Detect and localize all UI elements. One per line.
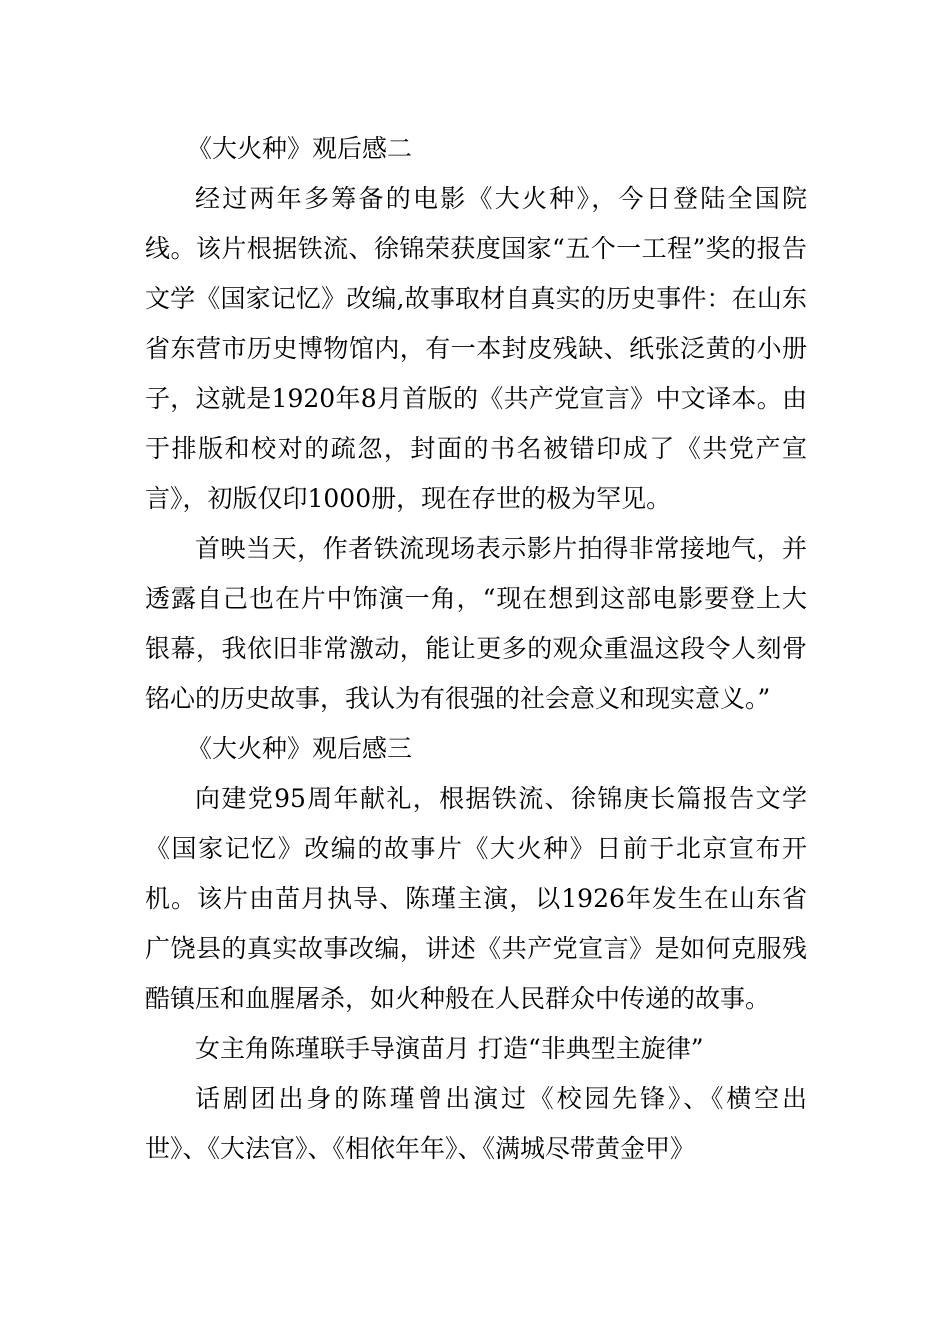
document-page (145, 124, 807, 1174)
subheading: 女主角陈瑾联手导演苗月 打造“非典型主旋律” (195, 1034, 704, 1063)
section-heading-2: 《大火种》观后感二 (187, 134, 413, 163)
section-heading-3: 《大火种》观后感三 (187, 734, 413, 763)
paragraph: 经过两年多筹备的电影《大火种》，今日登陆全国院线。该片根据铁流、徐锦荣获度国家“五个一工程”奖的报告文学《国家记忆》改编,故事取材自真实的历史事件：在山东省东营市历史博物馆内，有一本封皮残缺、纸张泛黄的小册子，这就是1920年8月首版的《共产党宣言》中文译本。由于排版和校对的疏忽，封面的书名被错印成了《共党产宣言》，初版仅印1000册，现在存世的极为罕见。 (145, 184, 807, 513)
paragraph: 首映当天，作者铁流现场表示影片拍得非常接地气，并透露自己也在片中饰演一角，“现在想到这部电影要登上大银幕，我依旧非常激动，能让更多的观众重温这段令人刻骨铭心的历史故事，我认为有很强的社会意义和现实意义。” (145, 534, 807, 713)
paragraph: 话剧团出身的陈瑾曾出演过《校园先锋》、《横空出世》、《大法官》、《相依年年》、《满城尽带黄金甲》 (145, 1084, 807, 1163)
paragraph: 向建党95周年献礼，根据铁流、徐锦庚长篇报告文学《国家记忆》改编的故事片《大火种》日前于北京宣布开机。该片由苗月执导、陈瑾主演，以1926年发生在山东省广饶县的真实故事改编，讲述《共产党宣言》是如何克服残酷镇压和血腥屠杀，如火种般在人民群众中传递的故事。 (145, 784, 807, 1013)
